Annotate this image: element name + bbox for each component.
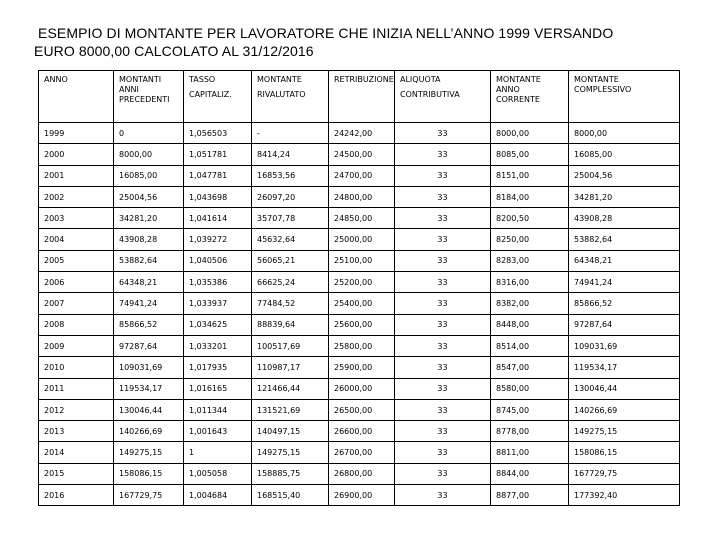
document-title xyxy=(34,24,694,60)
column-header-anno xyxy=(39,71,114,123)
cell-aliquota-contributiva: 33 xyxy=(395,314,491,335)
cell-montante-complessivo: 85866,52 xyxy=(569,293,680,314)
cell-retribuzione: 26500,00 xyxy=(329,399,395,420)
cell-montante-anno-corrente: 8200,50 xyxy=(491,208,569,229)
cell-montante-complessivo: 140266,69 xyxy=(569,399,680,420)
cell-montante-rivalutato: 158885,75 xyxy=(252,463,329,484)
cell-montante-rivalutato: 77484,52 xyxy=(252,293,329,314)
cell-tasso-capitaliz: 1,017935 xyxy=(184,357,252,378)
table-row xyxy=(39,421,680,442)
cell-montanti-precedenti: 97287,64 xyxy=(114,335,184,356)
cell-montante-complessivo: 158086,15 xyxy=(569,442,680,463)
column-header-montante-anno-corrente xyxy=(491,71,569,123)
cell-montante-complessivo: 130046,44 xyxy=(569,378,680,399)
cell-montanti-precedenti: 74941,24 xyxy=(114,293,184,314)
cell-montante-anno-corrente: 8811,00 xyxy=(491,442,569,463)
cell-montante-anno-corrente: 8085,00 xyxy=(491,144,569,165)
cell-montanti-precedenti: 109031,69 xyxy=(114,357,184,378)
cell-montante-anno-corrente: 8382,00 xyxy=(491,293,569,314)
cell-montante-anno-corrente: 8283,00 xyxy=(491,250,569,271)
column-header-line: ALIQUOTA xyxy=(400,75,441,84)
cell-montanti-precedenti: 158086,15 xyxy=(114,463,184,484)
cell-montante-anno-corrente: 8745,00 xyxy=(491,399,569,420)
cell-tasso-capitaliz: 1,011344 xyxy=(184,399,252,420)
column-header-line: RIVALUTATO xyxy=(257,90,306,99)
cell-aliquota-contributiva: 33 xyxy=(395,272,491,293)
cell-anno: 2002 xyxy=(39,186,114,207)
table-row xyxy=(39,165,680,186)
cell-montanti-precedenti: 140266,69 xyxy=(114,421,184,442)
cell-retribuzione: 25200,00 xyxy=(329,272,395,293)
cell-tasso-capitaliz: 1,001643 xyxy=(184,421,252,442)
cell-tasso-capitaliz: 1,039272 xyxy=(184,229,252,250)
cell-aliquota-contributiva: 33 xyxy=(395,165,491,186)
cell-montante-complessivo: 149275,15 xyxy=(569,421,680,442)
cell-retribuzione: 24700,00 xyxy=(329,165,395,186)
cell-anno: 2009 xyxy=(39,335,114,356)
title-line-1: ESEMPIO DI MONTANTE PER LAVORATORE CHE INIZIA NELL’ANNO 1999 VERSANDO xyxy=(38,25,614,41)
column-header-line: ANNO xyxy=(44,75,68,84)
cell-aliquota-contributiva: 33 xyxy=(395,250,491,271)
table-row xyxy=(39,293,680,314)
cell-anno: 2003 xyxy=(39,208,114,229)
cell-retribuzione: 24242,00 xyxy=(329,123,395,144)
cell-anno: 2014 xyxy=(39,442,114,463)
cell-retribuzione: 25100,00 xyxy=(329,250,395,271)
table-row xyxy=(39,442,680,463)
table-row xyxy=(39,399,680,420)
cell-montante-rivalutato: 56065,21 xyxy=(252,250,329,271)
cell-retribuzione: 25400,00 xyxy=(329,293,395,314)
title-line-2: EURO 8000,00 CALCOLATO AL 31/12/2016 xyxy=(34,43,314,59)
table-row xyxy=(39,314,680,335)
cell-montante-complessivo: 64348,21 xyxy=(569,250,680,271)
cell-anno: 2013 xyxy=(39,421,114,442)
column-header-line: TASSO xyxy=(189,75,216,84)
cell-montante-rivalutato: 88839,64 xyxy=(252,314,329,335)
cell-montante-complessivo: 53882,64 xyxy=(569,229,680,250)
cell-anno: 2008 xyxy=(39,314,114,335)
column-header-line: ANNO xyxy=(496,85,520,94)
cell-tasso-capitaliz: 1,004684 xyxy=(184,485,252,506)
cell-anno: 1999 xyxy=(39,123,114,144)
cell-anno: 2001 xyxy=(39,165,114,186)
cell-montanti-precedenti: 0 xyxy=(114,123,184,144)
column-header-line: MONTANTE xyxy=(574,75,619,84)
cell-tasso-capitaliz: 1,056503 xyxy=(184,123,252,144)
cell-tasso-capitaliz: 1,005058 xyxy=(184,463,252,484)
table-row xyxy=(39,144,680,165)
column-header-line: MONTANTE xyxy=(257,75,302,84)
cell-tasso-capitaliz: 1,034625 xyxy=(184,314,252,335)
header-row xyxy=(39,71,680,123)
cell-montante-anno-corrente: 8000,00 xyxy=(491,123,569,144)
cell-tasso-capitaliz: 1,033201 xyxy=(184,335,252,356)
cell-retribuzione: 25000,00 xyxy=(329,229,395,250)
cell-retribuzione: 25900,00 xyxy=(329,357,395,378)
cell-montante-rivalutato: 26097,20 xyxy=(252,186,329,207)
cell-montante-anno-corrente: 8547,00 xyxy=(491,357,569,378)
cell-aliquota-contributiva: 33 xyxy=(395,421,491,442)
cell-montanti-precedenti: 43908,28 xyxy=(114,229,184,250)
column-header-tasso-capitaliz xyxy=(184,71,252,123)
column-header-line: MONTANTE xyxy=(496,75,541,84)
cell-anno: 2012 xyxy=(39,399,114,420)
column-header-line: CAPITALIZ. xyxy=(189,90,232,99)
cell-montanti-precedenti: 16085,00 xyxy=(114,165,184,186)
cell-aliquota-contributiva: 33 xyxy=(395,144,491,165)
cell-anno: 2007 xyxy=(39,293,114,314)
column-header-montanti-precedenti xyxy=(114,71,184,123)
cell-retribuzione: 26000,00 xyxy=(329,378,395,399)
cell-aliquota-contributiva: 33 xyxy=(395,485,491,506)
cell-anno: 2010 xyxy=(39,357,114,378)
cell-montanti-precedenti: 119534,17 xyxy=(114,378,184,399)
cell-retribuzione: 26800,00 xyxy=(329,463,395,484)
cell-montante-anno-corrente: 8316,00 xyxy=(491,272,569,293)
cell-montante-rivalutato: 121466,44 xyxy=(252,378,329,399)
cell-anno: 2000 xyxy=(39,144,114,165)
cell-retribuzione: 26700,00 xyxy=(329,442,395,463)
cell-aliquota-contributiva: 33 xyxy=(395,186,491,207)
cell-tasso-capitaliz: 1,051781 xyxy=(184,144,252,165)
cell-anno: 2006 xyxy=(39,272,114,293)
cell-tasso-capitaliz: 1,033937 xyxy=(184,293,252,314)
cell-montante-rivalutato: 149275,15 xyxy=(252,442,329,463)
cell-montante-anno-corrente: 8184,00 xyxy=(491,186,569,207)
cell-montanti-precedenti: 34281,20 xyxy=(114,208,184,229)
cell-montante-anno-corrente: 8250,00 xyxy=(491,229,569,250)
table-row xyxy=(39,378,680,399)
cell-montante-complessivo: 43908,28 xyxy=(569,208,680,229)
cell-retribuzione: 26600,00 xyxy=(329,421,395,442)
cell-montante-rivalutato: 168515,40 xyxy=(252,485,329,506)
column-header-line: ANNI xyxy=(119,85,139,94)
cell-tasso-capitaliz: 1,041614 xyxy=(184,208,252,229)
column-header-line: COMPLESSIVO xyxy=(574,85,632,94)
cell-montante-rivalutato: 45632,64 xyxy=(252,229,329,250)
cell-montanti-precedenti: 25004,56 xyxy=(114,186,184,207)
cell-retribuzione: 24500,00 xyxy=(329,144,395,165)
table-row xyxy=(39,463,680,484)
table-row xyxy=(39,123,680,144)
cell-montante-complessivo: 177392,40 xyxy=(569,485,680,506)
table-row xyxy=(39,335,680,356)
cell-montante-rivalutato: 110987,17 xyxy=(252,357,329,378)
table-row xyxy=(39,272,680,293)
cell-retribuzione: 25600,00 xyxy=(329,314,395,335)
cell-aliquota-contributiva: 33 xyxy=(395,229,491,250)
cell-anno: 2011 xyxy=(39,378,114,399)
cell-montante-anno-corrente: 8778,00 xyxy=(491,421,569,442)
cell-aliquota-contributiva: 33 xyxy=(395,463,491,484)
cell-montante-rivalutato: 8414,24 xyxy=(252,144,329,165)
column-header-line: RETRIBUZIONE xyxy=(334,75,394,84)
cell-retribuzione: 24850,00 xyxy=(329,208,395,229)
cell-montanti-precedenti: 8000,00 xyxy=(114,144,184,165)
cell-aliquota-contributiva: 33 xyxy=(395,293,491,314)
cell-tasso-capitaliz: 1 xyxy=(184,442,252,463)
cell-anno: 2004 xyxy=(39,229,114,250)
column-header-line: PRECEDENTI xyxy=(119,95,170,104)
cell-aliquota-contributiva: 33 xyxy=(395,208,491,229)
cell-montante-complessivo: 25004,56 xyxy=(569,165,680,186)
cell-aliquota-contributiva: 33 xyxy=(395,378,491,399)
cell-retribuzione: 25800,00 xyxy=(329,335,395,356)
cell-montante-complessivo: 97287,64 xyxy=(569,314,680,335)
cell-tasso-capitaliz: 1,035386 xyxy=(184,272,252,293)
cell-montante-complessivo: 74941,24 xyxy=(569,272,680,293)
cell-anno: 2005 xyxy=(39,250,114,271)
cell-montante-rivalutato: 66625,24 xyxy=(252,272,329,293)
column-header-montante-rivalutato xyxy=(252,71,329,123)
cell-aliquota-contributiva: 33 xyxy=(395,442,491,463)
cell-aliquota-contributiva: 33 xyxy=(395,335,491,356)
cell-montante-complessivo: 16085,00 xyxy=(569,144,680,165)
cell-montanti-precedenti: 149275,15 xyxy=(114,442,184,463)
table-row xyxy=(39,208,680,229)
cell-montanti-precedenti: 167729,75 xyxy=(114,485,184,506)
cell-tasso-capitaliz: 1,016165 xyxy=(184,378,252,399)
cell-montante-rivalutato: 140497,15 xyxy=(252,421,329,442)
cell-montante-anno-corrente: 8448,00 xyxy=(491,314,569,335)
table-row xyxy=(39,229,680,250)
montante-table xyxy=(38,70,680,506)
cell-anno: 2015 xyxy=(39,463,114,484)
cell-montante-complessivo: 119534,17 xyxy=(569,357,680,378)
cell-retribuzione: 24800,00 xyxy=(329,186,395,207)
cell-montante-rivalutato: 16853,56 xyxy=(252,165,329,186)
cell-aliquota-contributiva: 33 xyxy=(395,123,491,144)
cell-tasso-capitaliz: 1,040506 xyxy=(184,250,252,271)
cell-montante-anno-corrente: 8514,00 xyxy=(491,335,569,356)
cell-montanti-precedenti: 64348,21 xyxy=(114,272,184,293)
column-header-line: MONTANTI xyxy=(119,75,162,84)
cell-anno: 2016 xyxy=(39,485,114,506)
cell-retribuzione: 26900,00 xyxy=(329,485,395,506)
cell-tasso-capitaliz: 1,043698 xyxy=(184,186,252,207)
column-header-line: CORRENTE xyxy=(496,95,540,104)
cell-montante-complessivo: 8000,00 xyxy=(569,123,680,144)
cell-montante-rivalutato: 100517,69 xyxy=(252,335,329,356)
cell-montanti-precedenti: 85866,52 xyxy=(114,314,184,335)
column-header-montante-complessivo xyxy=(569,71,680,123)
column-header-aliquota-contributiva xyxy=(395,71,491,123)
cell-montanti-precedenti: 130046,44 xyxy=(114,399,184,420)
table-body xyxy=(39,123,680,506)
column-header-retribuzione xyxy=(329,71,395,123)
table-row xyxy=(39,485,680,506)
cell-montante-anno-corrente: 8877,00 xyxy=(491,485,569,506)
cell-montanti-precedenti: 53882,64 xyxy=(114,250,184,271)
cell-aliquota-contributiva: 33 xyxy=(395,399,491,420)
table-row xyxy=(39,357,680,378)
cell-montante-rivalutato: - xyxy=(252,123,329,144)
cell-montante-complessivo: 167729,75 xyxy=(569,463,680,484)
cell-montante-complessivo: 109031,69 xyxy=(569,335,680,356)
cell-montante-rivalutato: 35707,78 xyxy=(252,208,329,229)
cell-montante-complessivo: 34281,20 xyxy=(569,186,680,207)
cell-montante-anno-corrente: 8844,00 xyxy=(491,463,569,484)
cell-montante-anno-corrente: 8151,00 xyxy=(491,165,569,186)
cell-montante-anno-corrente: 8580,00 xyxy=(491,378,569,399)
table-row xyxy=(39,250,680,271)
cell-montante-rivalutato: 131521,69 xyxy=(252,399,329,420)
cell-aliquota-contributiva: 33 xyxy=(395,357,491,378)
cell-tasso-capitaliz: 1,047781 xyxy=(184,165,252,186)
table-row xyxy=(39,186,680,207)
column-header-line: CONTRIBUTIVA xyxy=(400,90,460,99)
